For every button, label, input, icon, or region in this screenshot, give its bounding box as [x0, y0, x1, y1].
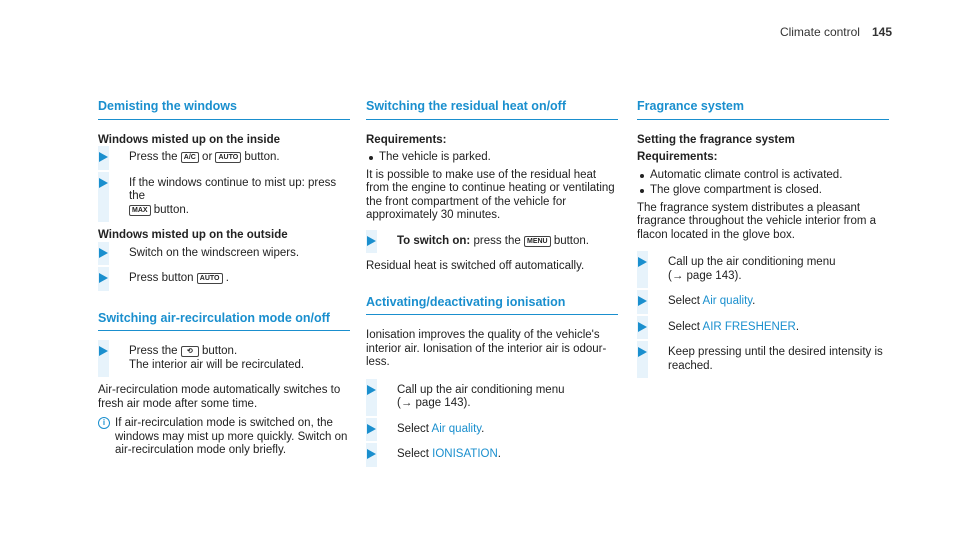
menu-item-air-quality: Air quality: [431, 422, 482, 435]
step-item: If the windows continue to mist up: press the MAX button.: [98, 177, 350, 218]
menu-item-air-freshener: AIR FRESHENER: [702, 320, 796, 333]
subheading-outside: Windows misted up on the outside: [98, 229, 288, 241]
arrow-icon: [99, 273, 108, 283]
step-item: Call up the air conditioning menu (→ page 143).: [366, 384, 618, 411]
section-title-ionisation: Activating/deactivating ionisation: [366, 296, 618, 316]
step-item: Select AIR FRESHENER.: [637, 321, 889, 335]
requirements-heading: Requirements:: [366, 133, 447, 146]
header-section: Climate control: [779, 25, 860, 39]
auto-key-icon: AUTO: [197, 273, 223, 284]
body-text: Air-recirculation mode automatically switches to fresh air mode after some time.: [98, 384, 341, 410]
step-item: Call up the air conditioning menu (→ page 143).: [637, 256, 889, 283]
body-text: It is possible to make use of the residual heat from the engine to continue heating or ventilating the front compartment of the vehicle for approximately 30 minutes.: [366, 168, 615, 221]
column-1: [98, 100, 350, 458]
requirement-item: The vehicle is parked.: [366, 151, 618, 165]
step-item: Press the ⟲ button. The interior air will be recirculated.: [98, 345, 350, 372]
arrow-icon: [99, 152, 108, 162]
arrow-icon: [99, 178, 108, 188]
arrow-icon: [99, 248, 108, 258]
column-2: [366, 100, 618, 474]
requirements-heading: Requirements:: [637, 151, 718, 163]
menu-key-icon: MENU: [524, 236, 551, 247]
step-item: Select Air quality.: [366, 423, 618, 437]
recirculation-key-icon: ⟲: [181, 346, 199, 357]
menu-item-ionisation: IONISATION: [432, 448, 498, 460]
step-item: Select IONISATION.: [366, 448, 618, 462]
auto-key-icon: AUTO: [215, 152, 241, 163]
arrow-icon: [367, 424, 376, 434]
column-3: [637, 100, 889, 385]
step-item: Switch on the windscreen wipers.: [98, 247, 350, 261]
info-icon: i: [98, 417, 110, 429]
step-item: Select Air quality.: [637, 295, 889, 309]
step-item: Press the A/C or AUTO button.: [98, 151, 350, 165]
page-header: [780, 25, 892, 39]
section-title-residual-heat: Switching the residual heat on/off: [366, 100, 618, 120]
step-item: To switch on: press the MENU button.: [366, 235, 618, 249]
body-text: The fragrance system distributes a pleasant fragrance throughout the vehicle interior from a flacon located in the glove box.: [637, 201, 877, 241]
arrow-icon: [638, 296, 647, 306]
arrow-icon: [638, 322, 647, 332]
page-number: 145: [871, 25, 892, 39]
section-title-demisting: Demisting the windows: [98, 100, 350, 120]
requirement-item: The glove compartment is closed.: [637, 184, 889, 198]
body-text: Residual heat is switched off automatically.: [366, 260, 585, 272]
arrow-icon: [638, 257, 647, 267]
arrow-icon: [367, 449, 376, 459]
arrow-icon: [367, 385, 376, 395]
section-title-fragrance: Fragrance system: [637, 100, 889, 120]
arrow-icon: [638, 347, 647, 357]
requirement-item: Automatic climate control is activated.: [637, 169, 889, 183]
note: i If air-recirculation mode is switched on, the windows may mist up more quickly. Switch on air-recirculation mode only briefly.: [98, 417, 350, 458]
menu-item-air-quality: Air quality: [702, 295, 753, 307]
ac-key-icon: A/C: [181, 152, 199, 163]
arrow-icon: [99, 346, 108, 356]
subheading-setting: Setting the fragrance system: [637, 133, 795, 146]
step-item: Press button AUTO .: [98, 272, 350, 286]
section-title-recirculation: Switching air-recirculation mode on/off: [98, 312, 350, 332]
max-defrost-key-icon: MAX: [129, 205, 151, 216]
step-item: Keep pressing until the desired intensity is reached.: [637, 346, 889, 373]
arrow-icon: [367, 236, 376, 246]
body-text: Ionisation improves the quality of the vehicle's interior air. Ionisation of the interior air is odour-less.: [366, 329, 607, 368]
subheading-inside: Windows misted up on the inside: [98, 133, 280, 146]
